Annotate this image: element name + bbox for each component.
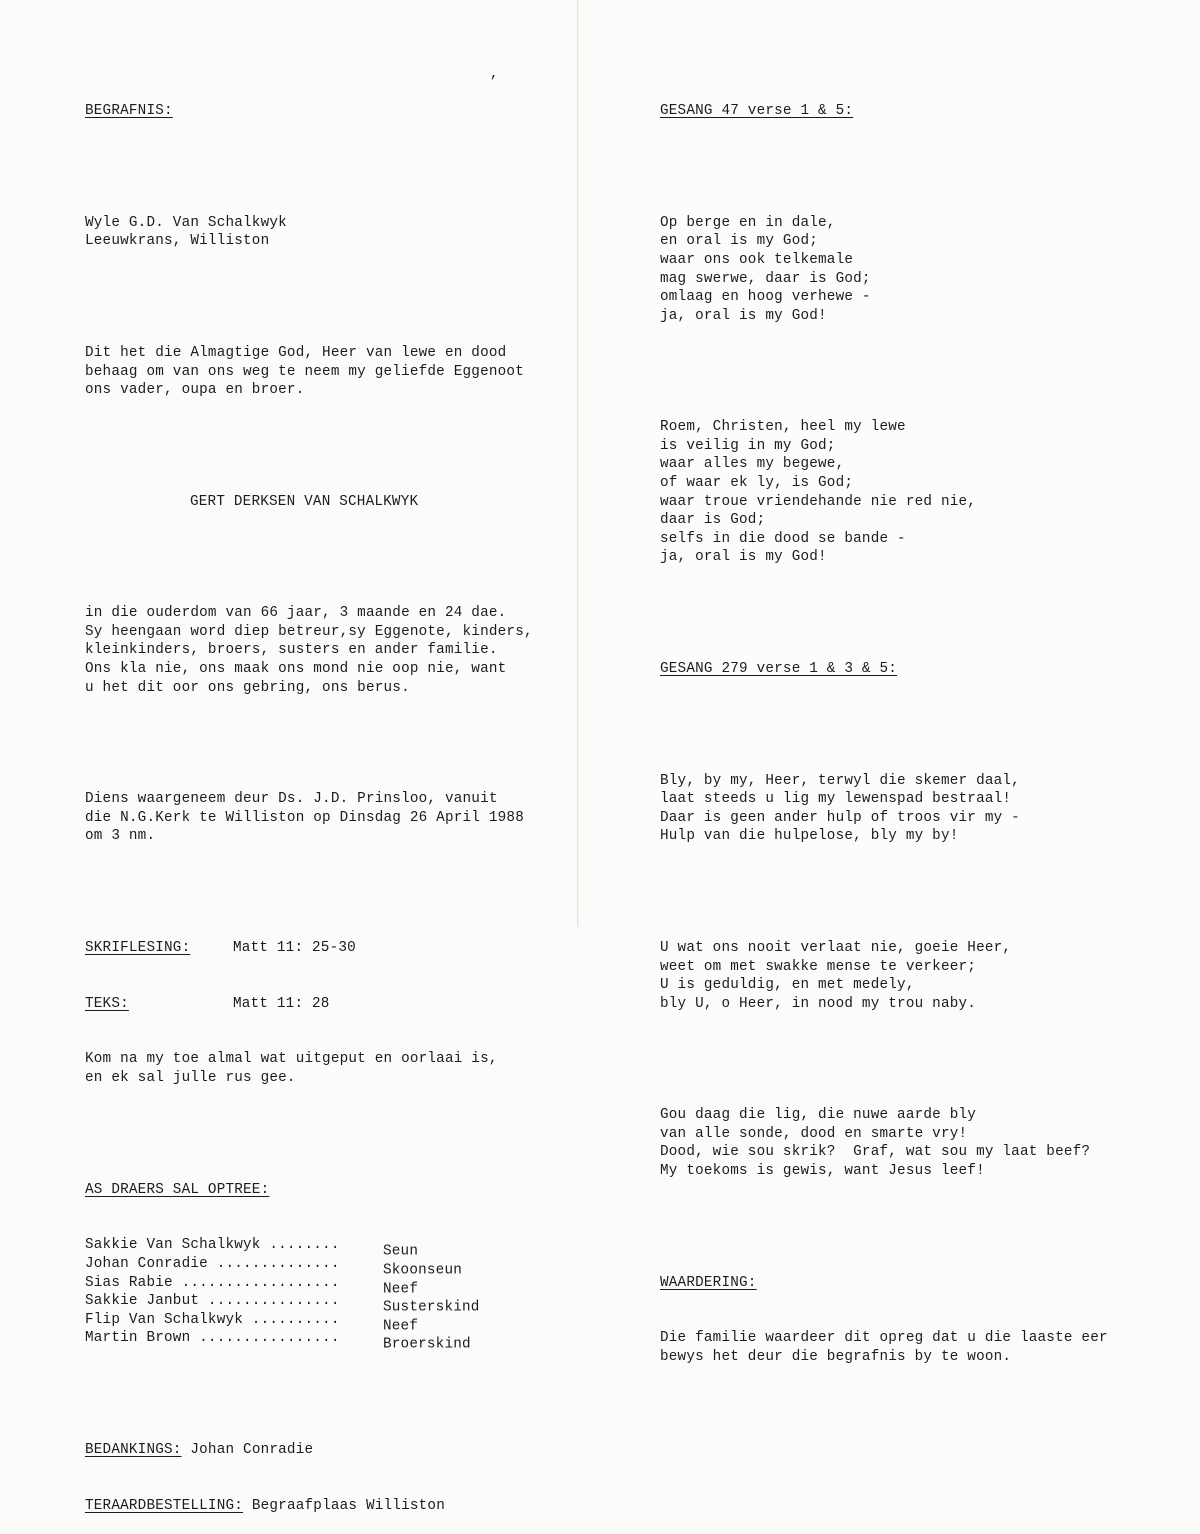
- thanks-label: BEDANKINGS:: [85, 1441, 182, 1458]
- text-line: bewys het deur die begrafnis by te woon.: [660, 1348, 1012, 1365]
- bearer-name: Martin Brown ................: [85, 1330, 340, 1347]
- age-paragraph: [85, 604, 533, 697]
- hymn-279-verse-3: [660, 939, 1108, 1013]
- text-line: behaag om van ons weg te neem my geliefde Eggenoot: [85, 363, 524, 380]
- text-line: ons vader, oupa en broer.: [85, 382, 305, 399]
- text-line: en oral is my God;: [660, 233, 819, 250]
- bearer-name: Flip Van Schalkwyk ..........: [85, 1311, 340, 1328]
- stray-mark: ,: [490, 66, 499, 82]
- burial-line: [85, 1497, 533, 1516]
- text-line: My toekoms is gewis, want Jesus leef!: [660, 1163, 985, 1180]
- reading-ref: Matt 11: 25-30: [233, 939, 356, 956]
- deceased-name: GERT DERKSEN VAN SCHALKWYK: [190, 493, 419, 510]
- bearer-name: Sakkie Van Schalkwyk ........: [85, 1237, 340, 1254]
- text-line: mag swerwe, daar is God;: [660, 270, 871, 287]
- text-line: U is geduldig, en met medely,: [660, 977, 915, 994]
- service-paragraph: [85, 790, 533, 846]
- appreciation-text: [660, 1329, 1108, 1366]
- text-line: Hulp van die hulpelose, bly my by!: [660, 828, 959, 845]
- text-line: ja, oral is my God!: [660, 307, 827, 324]
- hymn-279-verse-1: [660, 772, 1108, 846]
- text-line: selfs in die dood se bande -: [660, 530, 906, 547]
- funeral-heading: BEGRAFNIS:: [85, 103, 173, 120]
- bearer-name: Johan Conradie ..............: [85, 1256, 340, 1272]
- text-line: weet om met swakke mense te verkeer;: [660, 958, 977, 975]
- text-line: Daar is geen ander hulp of troos vir my -: [660, 809, 1020, 826]
- text-line: Roem, Christen, heel my lewe: [660, 419, 906, 436]
- text-line: laat steeds u lig my lewenspad bestraal!: [660, 791, 1012, 808]
- bearer-relation: Neef: [383, 1281, 419, 1298]
- bearer-relation: Broerskind: [383, 1336, 471, 1353]
- text-line: Op berge en in dale,: [660, 214, 836, 231]
- bearer-relation: Neef: [383, 1318, 419, 1335]
- text-line: kleinkinders, broers, susters en ander familie.: [85, 642, 498, 659]
- text-line: of waar ek ly, is God;: [660, 475, 854, 492]
- text-line: Dood, wie sou skrik? Graf, wat sou my laat beef?: [660, 1144, 1091, 1161]
- bearer-row: [85, 1274, 533, 1298]
- hymn-279-verse-5: [660, 1106, 1108, 1180]
- text-line: is veilig in my God;: [660, 437, 836, 454]
- right-column: [660, 65, 1108, 1385]
- text-line: ja, oral is my God!: [660, 549, 827, 566]
- text-line: waar ons ook telkemale: [660, 251, 854, 268]
- bearer-row: [85, 1236, 533, 1260]
- text-line: waar troue vriendehande nie red nie,: [660, 493, 977, 510]
- text-line: Kom na my toe almal wat uitgeput en oorlaai is,: [85, 1051, 498, 1068]
- text-line: Sy heengaan word diep betreur,sy Eggenote, kinders,: [85, 623, 533, 640]
- text-line: Dit het die Almagtige God, Heer van lewe en dood: [85, 344, 507, 361]
- bearer-row: [85, 1255, 533, 1279]
- deceased-block: [85, 214, 533, 251]
- left-column: [85, 65, 533, 1534]
- bearer-row: [85, 1292, 533, 1316]
- text-line: U wat ons nooit verlaat nie, goeie Heer,: [660, 939, 1012, 956]
- bearer-relation: Seun: [383, 1244, 419, 1260]
- text-label: TEKS:: [85, 995, 129, 1012]
- bearer-name: Sias Rabie ..................: [85, 1274, 340, 1291]
- bearers-list: [85, 1236, 533, 1353]
- page-fold: [577, 0, 579, 927]
- bearer-relation: Susterskind: [383, 1299, 480, 1316]
- text-line: Ons kla nie, ons maak ons mond nie oop nie, want: [85, 661, 507, 677]
- bearers-heading: AS DRAERS SAL OPTREE:: [85, 1181, 270, 1198]
- hymn-47-verse-5: [660, 418, 1108, 567]
- text-line: in die ouderdom van 66 jaar, 3 maande en 24 dae.: [85, 605, 507, 622]
- thanks-line: [85, 1441, 533, 1460]
- text-ref: Matt 11: 28: [233, 995, 330, 1012]
- burial-value: Begraafplaas Williston: [243, 1497, 445, 1514]
- text-verse: [85, 1050, 533, 1087]
- reading-label: SKRIFLESING:: [85, 939, 191, 956]
- thanks-value: Johan Conradie: [181, 1441, 314, 1458]
- text-line: en ek sal julle rus gee.: [85, 1070, 296, 1087]
- text-line: die N.G.Kerk te Williston op Dinsdag 26 April 1988: [85, 809, 524, 826]
- intro-paragraph: [85, 344, 533, 400]
- hymn-47-heading: GESANG 47 verse 1 & 5:: [660, 103, 854, 120]
- text-line: daar is God;: [660, 512, 766, 529]
- text-line: van alle sonde, dood en smarte vry!: [660, 1125, 968, 1142]
- text-line: om 3 nm.: [85, 828, 156, 845]
- text-line: Die familie waardeer dit opreg dat u die laaste eer: [660, 1330, 1108, 1347]
- bearer-row: [85, 1329, 533, 1353]
- text-line: Diens waargeneem deur Ds. J.D. Prinsloo, vanuit: [85, 791, 498, 808]
- burial-label: TERAARDBESTELLING:: [85, 1497, 244, 1514]
- hymn-47-verse-1: [660, 214, 1108, 326]
- text-line: Leeuwkrans, Williston: [85, 233, 270, 250]
- reading-row-2: [85, 995, 533, 1014]
- text-line: Gou daag die lig, die nuwe aarde bly: [660, 1107, 977, 1124]
- hymn-279-heading: GESANG 279 verse 1 & 3 & 5:: [660, 661, 898, 677]
- bearer-relation: Skoonseun: [383, 1262, 463, 1279]
- text-line: u het dit oor ons gebring, ons berus.: [85, 679, 410, 696]
- text-line: waar alles my begewe,: [660, 456, 845, 473]
- text-line: bly U, o Heer, in nood my trou naby.: [660, 995, 977, 1012]
- text-line: Bly, by my, Heer, terwyl die skemer daal,: [660, 772, 1020, 789]
- text-line: omlaag en hoog verhewe -: [660, 289, 871, 306]
- text-line: Wyle G.D. Van Schalkwyk: [85, 214, 287, 231]
- appreciation-heading: WAARDERING:: [660, 1274, 757, 1291]
- reading-row-1: [85, 939, 533, 958]
- bearer-name: Sakkie Janbut ...............: [85, 1293, 340, 1310]
